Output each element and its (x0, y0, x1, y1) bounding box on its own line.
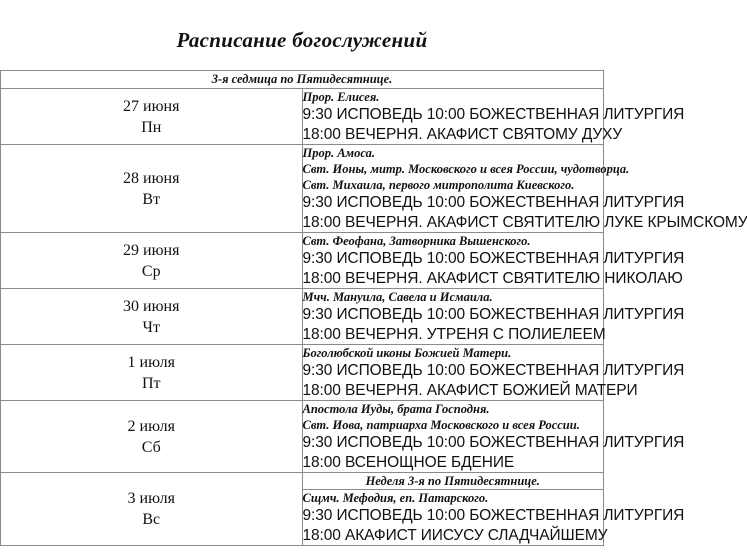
weekday: Ср (141, 262, 161, 280)
week-header: 3-я седмица по Пятидесятнице. (1, 71, 604, 89)
service-line: 9:30 ИСПОВЕДЬ 10:00 БОЖЕСТВЕННАЯ ЛИТУРГИЯ (302, 250, 685, 267)
service-line: 9:30 ИСПОВЕДЬ 10:00 БОЖЕСТВЕННАЯ ЛИТУРГИЯ (302, 507, 685, 524)
schedule-table (0, 70, 747, 546)
weekday: Вс (142, 511, 161, 528)
date-cell (1, 401, 303, 473)
date: 1 июля (127, 353, 175, 371)
saint-line: Апостола Иуды, брата Господня. (302, 402, 490, 416)
saint-line: Мчч. Мануила, Савела и Исмаила. (302, 290, 493, 304)
date: 27 июня (123, 97, 180, 115)
service-line: 9:30 ИСПОВЕДЬ 10:00 БОЖЕСТВЕННАЯ ЛИТУРГИЯ (302, 362, 685, 379)
services-cell (302, 345, 685, 401)
weekday: Пн (141, 118, 162, 136)
saint-line: Боголюбской иконы Божией Матери. (302, 346, 512, 360)
table-row (1, 289, 604, 345)
weekday: Вт (142, 190, 161, 208)
date: 28 июня (123, 169, 180, 187)
date-cell (1, 345, 303, 401)
weekday: Сб (141, 438, 161, 456)
weekday: Чт (142, 318, 160, 336)
service-line: 9:30 ИСПОВЕДЬ 10:00 БОЖЕСТВЕННАЯ ЛИТУРГИЯ (302, 106, 685, 123)
service-line: 18:00 ВЕЧЕРНЯ. АКАФИСТ СВЯТИТЕЛЮ НИКОЛАЮ (302, 269, 683, 287)
saint-line: Сщмч. Мефодия, еп. Патарского. (302, 491, 489, 505)
date: 30 июня (123, 297, 180, 315)
service-line: 9:30 ИСПОВЕДЬ 10:00 БОЖЕСТВЕННАЯ ЛИТУРГИЯ (302, 434, 685, 451)
date-cell (1, 473, 303, 546)
table-row (1, 401, 604, 473)
service-line: 18:00 ВСЕНОЩНОЕ БДЕНИЕ (302, 453, 515, 471)
date-cell (1, 233, 303, 289)
service-line: 9:30 ИСПОВЕДЬ 10:00 БОЖЕСТВЕННАЯ ЛИТУРГИЯ (302, 194, 685, 211)
date: 29 июня (123, 241, 180, 259)
week-header-row (1, 71, 604, 89)
date-cell (1, 289, 303, 345)
table-row (1, 345, 604, 401)
service-line: 18:00 АКАФИСТ ИИСУСУ СЛАДЧАЙШЕМУ (302, 526, 608, 544)
service-line: 9:30 ИСПОВЕДЬ 10:00 БОЖЕСТВЕННАЯ ЛИТУРГИЯ (302, 306, 685, 323)
service-line: 18:00 ВЕЧЕРНЯ. АКАФИСТ СВЯТИТЕЛЮ ЛУКЕ КРЫМСКОМУ (302, 213, 747, 231)
date-cell (1, 145, 303, 233)
saint-line: Свт. Ионы, митр. Московского и всея России, чудотворца. (302, 162, 630, 176)
saint-line: Свт. Иова, патриарха Московского и всея России. (302, 418, 580, 432)
services-cell (302, 145, 747, 233)
services-cell (302, 401, 685, 473)
table-row (1, 145, 604, 233)
date-cell (1, 89, 303, 145)
saint-line: Свт. Феофана, Затворника Вышенского. (302, 234, 531, 248)
services-cell (302, 490, 685, 546)
sunday-header: Неделя 3-я по Пятидесятнице. (302, 473, 604, 490)
services-cell (302, 89, 685, 145)
table-row (1, 473, 604, 490)
saint-line: Прор. Амоса. (302, 146, 375, 160)
services-cell (302, 289, 685, 345)
service-line: 18:00 ВЕЧЕРНЯ. АКАФИСТ БОЖИЕЙ МАТЕРИ (302, 381, 638, 399)
service-line: 18:00 ВЕЧЕРНЯ. УТРЕНЯ С ПОЛИЕЛЕЕМ (302, 325, 606, 343)
weekday: Пт (141, 374, 161, 392)
table-row (1, 89, 604, 145)
date: 2 июля (127, 417, 175, 435)
table-row (1, 233, 604, 289)
saint-line: Свт. Михаила, первого митрополита Киевского. (302, 178, 575, 192)
date: 3 июля (127, 490, 175, 507)
saint-line: Прор. Елисея. (302, 90, 380, 104)
service-line: 18:00 ВЕЧЕРНЯ. АКАФИСТ СВЯТОМУ ДУХУ (302, 125, 623, 143)
page-title: Расписание богослужений (176, 28, 428, 52)
services-cell (302, 233, 685, 289)
